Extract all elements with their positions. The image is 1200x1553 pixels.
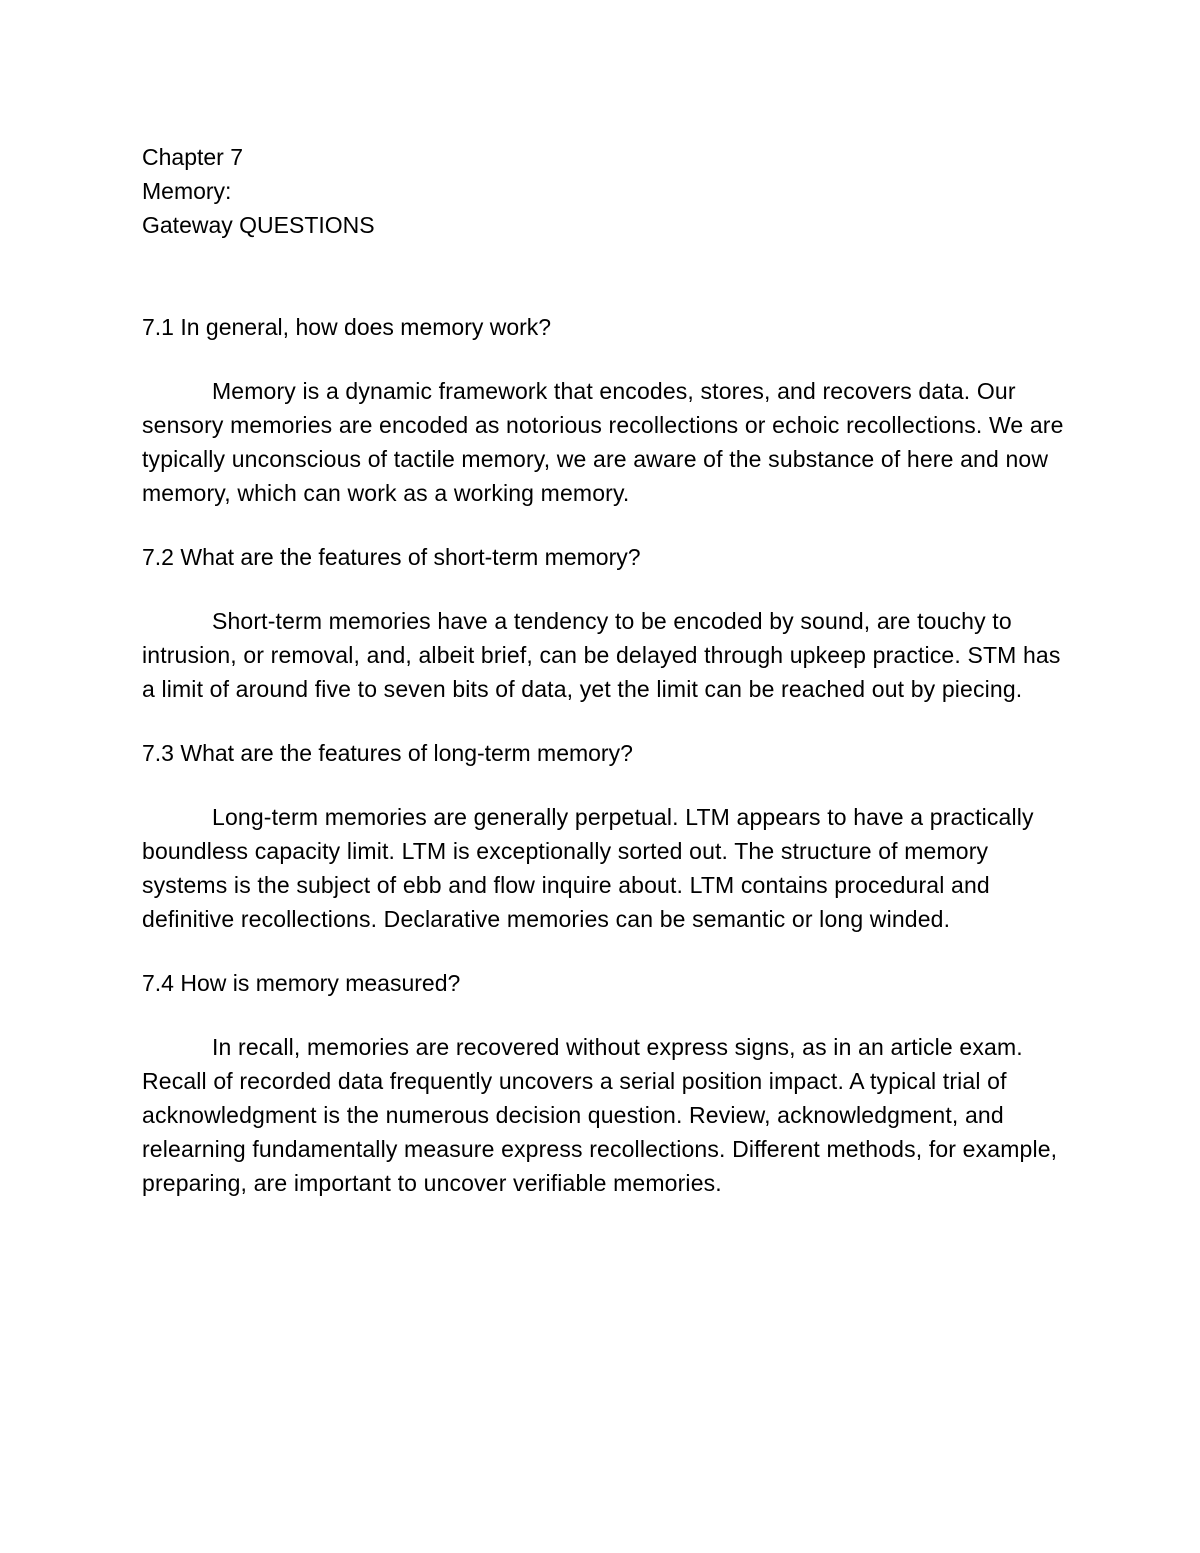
- section-7-1: [142, 310, 1067, 510]
- answer-paragraph: In recall, memories are recovered without express signs, as in an article exam. Recall of recorded data frequently uncovers a serial position impact. A typical trial of acknowledgment is the numerous decision question. Review, acknowledgment, and relearning fundamentally measure express recollections. Different methods, for example, preparing, are important to uncover verifiable memories.: [142, 1034, 1058, 1196]
- section-7-2: [142, 540, 1067, 706]
- section-7-3: [142, 736, 1067, 936]
- topic-title: Memory:: [142, 178, 232, 204]
- answer-paragraph: Memory is a dynamic framework that encodes, stores, and recovers data. Our sensory memories are encoded as notorious recollections or echoic recollections. We are typically unconscious of tactile memory, we are aware of the substance of here and now memory, which can work as a working memory.: [142, 378, 1064, 506]
- question-heading: 7.2 What are the features of short-term memory?: [142, 544, 641, 570]
- question-heading: 7.4 How is memory measured?: [142, 970, 461, 996]
- document-header: [142, 140, 1067, 242]
- document-body: [142, 140, 1067, 1230]
- question-heading: 7.1 In general, how does memory work?: [142, 314, 552, 340]
- subtitle: Gateway QUESTIONS: [142, 212, 375, 238]
- section-7-4: [142, 966, 1067, 1200]
- question-heading: 7.3 What are the features of long-term memory?: [142, 740, 633, 766]
- answer-paragraph: Long-term memories are generally perpetual. LTM appears to have a practically boundless capacity limit. LTM is exceptionally sorted out. The structure of memory systems is the subject of ebb and flow inquire about. LTM contains procedural and definitive recollections. Declarative memories can be semantic or long winded.: [142, 804, 1034, 932]
- chapter-title: Chapter 7: [142, 144, 244, 170]
- answer-paragraph: Short-term memories have a tendency to be encoded by sound, are touchy to intrusion, or removal, and, albeit brief, can be delayed through upkeep practice. STM has a limit of around five to seven bits of data, yet the limit can be reached out by piecing.: [142, 608, 1061, 702]
